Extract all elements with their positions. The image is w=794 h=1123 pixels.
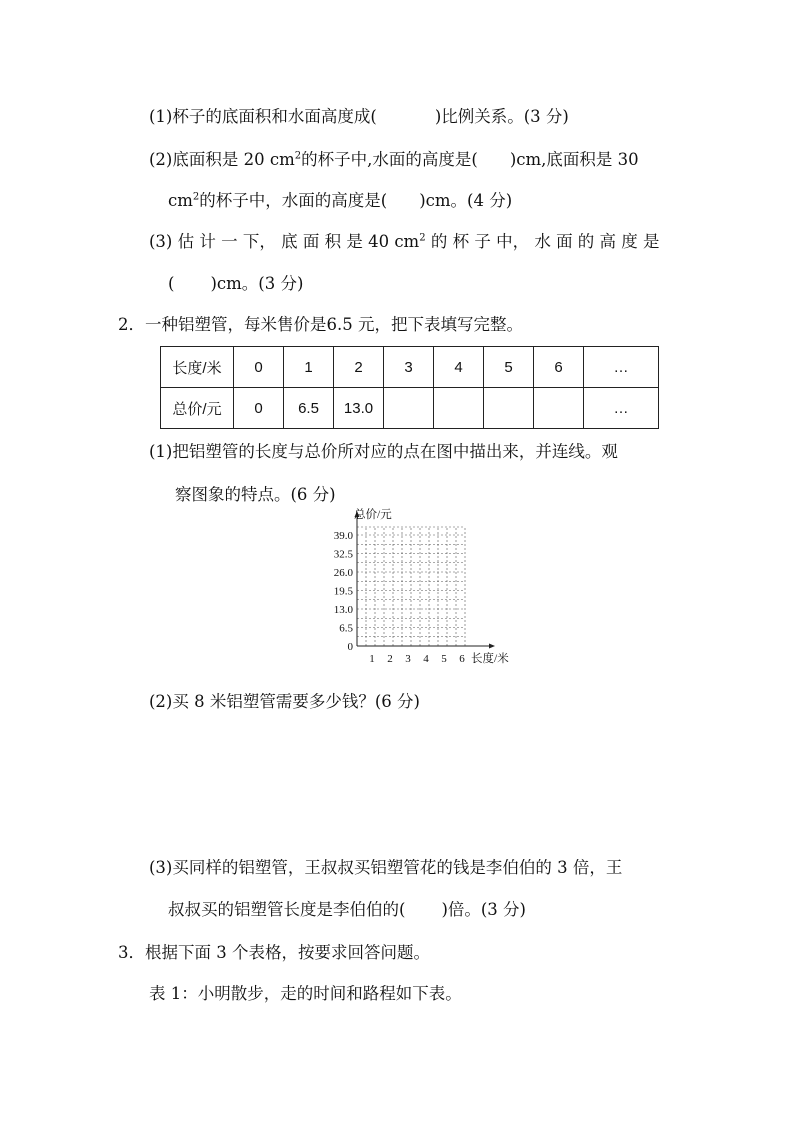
q2-sub3-line1: (3)买同样的铝塑管，王叔叔买铝塑管花的钱是李伯伯的 3 倍，王 xyxy=(149,858,623,877)
q1-sub2-line2 xyxy=(168,190,512,212)
x-tick-label: 3 xyxy=(405,653,411,665)
x-tick-label: 6 xyxy=(459,653,465,665)
q1-sub1 xyxy=(149,106,569,128)
table-row xyxy=(161,388,659,429)
x-tick-label: 2 xyxy=(387,653,393,665)
superscript-2: 2 xyxy=(419,232,426,244)
q3-table1-intro: 表 1：小明散步，走的时间和路程如下表。 xyxy=(149,984,462,1003)
table-cell: 0 xyxy=(234,388,284,429)
q1-sub2-line1 xyxy=(149,149,639,171)
x-axis-arrow-icon xyxy=(489,644,495,649)
table-input-cell[interactable] xyxy=(434,388,484,429)
table-input-cell[interactable] xyxy=(484,388,534,429)
y-tick-label: 19.5 xyxy=(333,585,353,598)
table-cell: 13.0 xyxy=(334,388,384,429)
table-row xyxy=(161,347,659,388)
table-header-cell: 总价/元 xyxy=(161,388,234,429)
y-axis-label: 总价/元 xyxy=(354,509,392,521)
q2-sub3-text-a: 叔叔买的铝塑管长度是李伯伯的( xyxy=(168,900,406,919)
table-cell: 1 xyxy=(284,347,334,388)
table-cell: 5 xyxy=(484,347,534,388)
q2-stem: 2．一种铝塑管，每米售价是6.5 元，把下表填写完整。 xyxy=(118,315,523,334)
superscript-2: 2 xyxy=(294,150,302,162)
y-tick-label: 26.0 xyxy=(333,567,353,579)
table-cell: 0 xyxy=(234,347,284,388)
q1-sub1-after: )比例关系。(3 分) xyxy=(434,107,569,126)
table-cell: … xyxy=(584,347,659,388)
table-input-cell[interactable] xyxy=(384,388,434,429)
y-tick-label: 6.5 xyxy=(339,622,353,635)
table-cell: 3 xyxy=(384,347,434,388)
q2-sub3-text-b: )倍。(3 分) xyxy=(441,900,526,919)
x-tick-label: 1 xyxy=(369,653,375,665)
table-cell: 4 xyxy=(434,347,484,388)
q1-sub3-text-c: ( xyxy=(168,274,175,293)
superscript-2: 2 xyxy=(192,191,200,203)
q1-sub3-text-d: )cm。(3 分) xyxy=(210,274,304,293)
q1-sub2-text-f: )cm。(4 分) xyxy=(419,191,513,210)
x-tick-label: 4 xyxy=(423,653,429,665)
y-tick-label: 39.0 xyxy=(333,530,353,542)
y-tick-label: 32.5 xyxy=(333,548,353,561)
q1-sub2-text-c: )cm,底面积是 30 xyxy=(509,150,639,169)
q1-sub2-text-a: (2)底面积是 20 cm xyxy=(149,150,295,169)
q1-sub3-line2 xyxy=(168,273,303,295)
q2-sub2: (2)买 8 米铝塑管需要多少钱？(6 分) xyxy=(149,692,420,711)
q2-sub3-line2 xyxy=(168,899,526,921)
price-table xyxy=(160,346,659,429)
price-length-chart[interactable] xyxy=(310,508,520,668)
y-tick-label: 13.0 xyxy=(333,604,353,616)
q1-sub2-text-b: 的杯子中,水面的高度是( xyxy=(301,150,478,169)
table-input-cell[interactable] xyxy=(534,388,584,429)
table-cell: 2 xyxy=(334,347,384,388)
q2-sub1-line2: 察图象的特点。(6 分) xyxy=(175,485,336,504)
table-header-cell: 长度/米 xyxy=(161,347,234,388)
table-cell: … xyxy=(584,388,659,429)
q1-sub3-text-b: 的 杯 子 中， 水 面 的 高 度 是 xyxy=(425,232,660,251)
table-cell: 6 xyxy=(534,347,584,388)
q1-sub3-line1 xyxy=(149,231,660,253)
q2-sub1-line1: (1)把铝塑管的长度与总价所对应的点在图中描出来，并连线。观 xyxy=(149,442,618,461)
q1-sub3-text-a: (3) 估 计 一 下， 底 面 积 是 40 cm xyxy=(149,232,420,251)
q1-sub2-text-e: 的杯子中，水面的高度是( xyxy=(199,191,388,210)
table-cell: 6.5 xyxy=(284,388,334,429)
y-tick-label: 0 xyxy=(347,641,353,653)
q3-stem: 3．根据下面 3 个表格，按要求回答问题。 xyxy=(118,943,430,962)
x-tick-label: 5 xyxy=(441,653,447,665)
q1-sub1-before: (1)杯子的底面积和水面高度成( xyxy=(149,107,377,126)
x-axis-label: 长度/米 xyxy=(471,653,509,665)
q1-sub2-text-d: cm xyxy=(168,191,193,210)
